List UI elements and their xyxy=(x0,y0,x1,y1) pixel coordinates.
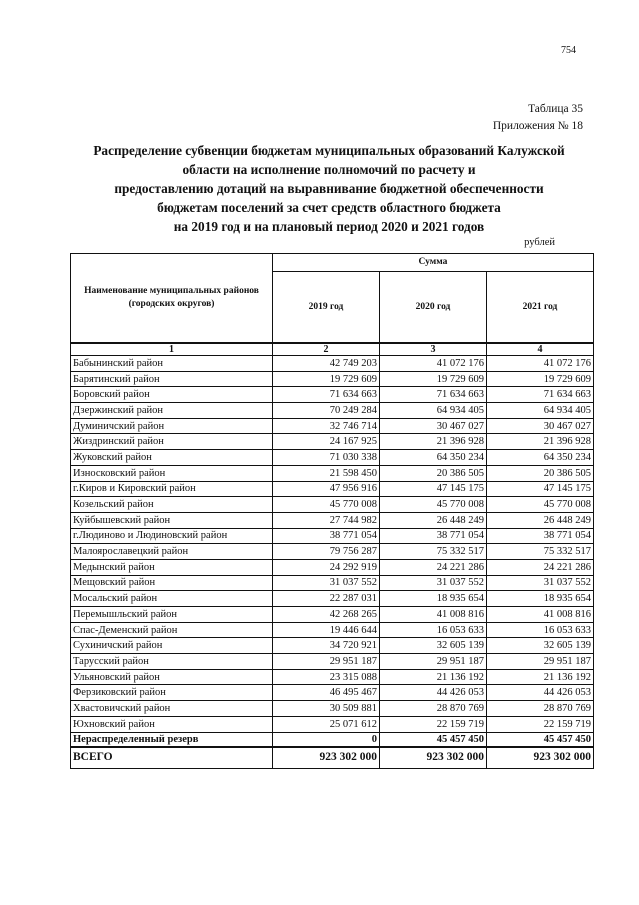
value-2021: 64 934 405 xyxy=(487,403,594,419)
table-row xyxy=(71,685,594,701)
title-line: области на исполнение полномочий по расчету и xyxy=(182,162,476,177)
value-2019: 22 287 031 xyxy=(273,591,380,607)
value-2020: 26 448 249 xyxy=(380,512,487,528)
reserve-2020: 45 457 450 xyxy=(380,732,487,747)
value-2019: 71 634 663 xyxy=(273,387,380,403)
value-2020: 31 037 552 xyxy=(380,575,487,591)
value-2019: 79 756 287 xyxy=(273,544,380,560)
column-index: 4 xyxy=(487,343,594,356)
table-row xyxy=(71,544,594,560)
reserve-2019: 0 xyxy=(273,732,380,747)
value-2019: 25 071 612 xyxy=(273,716,380,732)
value-2019: 70 249 284 xyxy=(273,403,380,419)
value-2020: 21 396 928 xyxy=(380,434,487,450)
total-row xyxy=(71,747,594,769)
value-2021: 21 136 192 xyxy=(487,669,594,685)
value-2020: 64 934 405 xyxy=(380,403,487,419)
header-sum: Сумма xyxy=(273,254,594,272)
value-2020: 21 136 192 xyxy=(380,669,487,685)
value-2019: 71 030 338 xyxy=(273,450,380,466)
value-2020: 41 072 176 xyxy=(380,356,487,372)
table-row xyxy=(71,481,594,497)
value-2020: 41 008 816 xyxy=(380,607,487,623)
value-2021: 47 145 175 xyxy=(487,481,594,497)
value-2021: 64 350 234 xyxy=(487,450,594,466)
table-row xyxy=(71,387,594,403)
total-2021: 923 302 000 xyxy=(487,747,594,769)
district-name: Жуковский район xyxy=(71,450,273,466)
value-2020: 71 634 663 xyxy=(380,387,487,403)
table-row xyxy=(71,403,594,419)
value-2020: 47 145 175 xyxy=(380,481,487,497)
total-2019: 923 302 000 xyxy=(273,747,380,769)
district-name: Малоярославецкий район xyxy=(71,544,273,560)
value-2021: 31 037 552 xyxy=(487,575,594,591)
value-2021: 41 008 816 xyxy=(487,607,594,623)
value-2020: 20 386 505 xyxy=(380,465,487,481)
value-2021: 71 634 663 xyxy=(487,387,594,403)
value-2021: 29 951 187 xyxy=(487,654,594,670)
table-row xyxy=(71,371,594,387)
value-2021: 18 935 654 xyxy=(487,591,594,607)
value-2020: 19 729 609 xyxy=(380,371,487,387)
header-name: Наименование муниципальных районов (городских округов) xyxy=(71,254,273,344)
district-name: г.Людиново и Людиновский район xyxy=(71,528,273,544)
table-label: Таблица 35 xyxy=(528,103,583,115)
value-2019: 32 746 714 xyxy=(273,418,380,434)
district-name: Дзержинский район xyxy=(71,403,273,419)
district-name: Тарусский район xyxy=(71,654,273,670)
value-2019: 23 315 088 xyxy=(273,669,380,685)
value-2021: 28 870 769 xyxy=(487,701,594,717)
value-2020: 45 770 008 xyxy=(380,497,487,513)
district-name: Барятинский район xyxy=(71,371,273,387)
value-2021: 26 448 249 xyxy=(487,512,594,528)
value-2019: 27 744 982 xyxy=(273,512,380,528)
table-row xyxy=(71,622,594,638)
value-2021: 16 053 633 xyxy=(487,622,594,638)
page-number: 754 xyxy=(561,45,576,56)
district-name: Куйбышевский район xyxy=(71,512,273,528)
value-2020: 16 053 633 xyxy=(380,622,487,638)
value-2021: 30 467 027 xyxy=(487,418,594,434)
reserve-row xyxy=(71,732,594,747)
value-2020: 38 771 054 xyxy=(380,528,487,544)
title-line: на 2019 год и на плановый период 2020 и 2021 годов xyxy=(173,219,485,234)
value-2021: 44 426 053 xyxy=(487,685,594,701)
value-2021: 38 771 054 xyxy=(487,528,594,544)
table-row xyxy=(71,669,594,685)
district-name: Спас-Деменский район xyxy=(71,622,273,638)
district-name: Козельский район xyxy=(71,497,273,513)
value-2020: 32 605 139 xyxy=(380,638,487,654)
total-2020: 923 302 000 xyxy=(380,747,487,769)
district-name: Медынский район xyxy=(71,559,273,575)
district-name: Хвастовичский район xyxy=(71,701,273,717)
value-2021: 20 386 505 xyxy=(487,465,594,481)
table-row xyxy=(71,607,594,623)
subvention-table xyxy=(70,253,594,769)
value-2020: 18 935 654 xyxy=(380,591,487,607)
value-2020: 28 870 769 xyxy=(380,701,487,717)
column-index: 1 xyxy=(71,343,273,356)
table-row xyxy=(71,434,594,450)
value-2020: 64 350 234 xyxy=(380,450,487,466)
value-2019: 21 598 450 xyxy=(273,465,380,481)
district-name: Юхновский район xyxy=(71,716,273,732)
table-row xyxy=(71,497,594,513)
table-row xyxy=(71,716,594,732)
title-line: предоставлению дотаций на выравнивание бюджетной обеспеченности xyxy=(114,181,544,196)
reserve-2021: 45 457 450 xyxy=(487,732,594,747)
table-row xyxy=(71,450,594,466)
header-row xyxy=(71,254,594,272)
district-name: Думиничский район xyxy=(71,418,273,434)
reserve-name: Нераспределенный резерв xyxy=(71,732,273,747)
column-index: 2 xyxy=(273,343,380,356)
district-name: Мещовский район xyxy=(71,575,273,591)
value-2021: 41 072 176 xyxy=(487,356,594,372)
table-row xyxy=(71,512,594,528)
value-2019: 19 729 609 xyxy=(273,371,380,387)
units-label: рублей xyxy=(524,237,555,248)
district-name: Перемышльский район xyxy=(71,607,273,623)
value-2020: 24 221 286 xyxy=(380,559,487,575)
value-2019: 34 720 921 xyxy=(273,638,380,654)
value-2021: 45 770 008 xyxy=(487,497,594,513)
district-name: Износковский район xyxy=(71,465,273,481)
table-row xyxy=(71,528,594,544)
value-2021: 19 729 609 xyxy=(487,371,594,387)
table-row xyxy=(71,356,594,372)
value-2019: 38 771 054 xyxy=(273,528,380,544)
district-name: Жиздринский район xyxy=(71,434,273,450)
value-2019: 42 268 265 xyxy=(273,607,380,623)
table-row xyxy=(71,591,594,607)
district-name: Сухиничский район xyxy=(71,638,273,654)
value-2019: 47 956 916 xyxy=(273,481,380,497)
table-row xyxy=(71,465,594,481)
header-year-2021: 2021 год xyxy=(487,272,594,343)
district-name: Бабынинский район xyxy=(71,356,273,372)
value-2019: 19 446 644 xyxy=(273,622,380,638)
value-2021: 22 159 719 xyxy=(487,716,594,732)
total-name: ВСЕГО xyxy=(71,747,273,769)
document-title xyxy=(60,141,598,236)
value-2020: 29 951 187 xyxy=(380,654,487,670)
value-2019: 46 495 467 xyxy=(273,685,380,701)
value-2020: 30 467 027 xyxy=(380,418,487,434)
header-year-2019: 2019 год xyxy=(273,272,380,343)
value-2019: 29 951 187 xyxy=(273,654,380,670)
value-2019: 24 167 925 xyxy=(273,434,380,450)
header-year-2020: 2020 год xyxy=(380,272,487,343)
table-row xyxy=(71,638,594,654)
value-2021: 24 221 286 xyxy=(487,559,594,575)
value-2021: 32 605 139 xyxy=(487,638,594,654)
value-2021: 75 332 517 xyxy=(487,544,594,560)
table-row xyxy=(71,575,594,591)
district-name: Ульяновский район xyxy=(71,669,273,685)
appendix-label: Приложения № 18 xyxy=(492,120,583,132)
district-name: Ферзиковский район xyxy=(71,685,273,701)
value-2019: 45 770 008 xyxy=(273,497,380,513)
district-name: г.Киров и Кировский район xyxy=(71,481,273,497)
table-body xyxy=(71,356,594,733)
value-2019: 31 037 552 xyxy=(273,575,380,591)
district-name: Боровский район xyxy=(71,387,273,403)
title-line: бюджетам поселений за счет средств областного бюджета xyxy=(157,200,501,215)
title-line: Распределение субвенции бюджетам муниципальных образований Калужской xyxy=(93,143,565,158)
column-index-row xyxy=(71,343,594,356)
value-2020: 22 159 719 xyxy=(380,716,487,732)
table-row xyxy=(71,559,594,575)
district-name: Мосальский район xyxy=(71,591,273,607)
column-index: 3 xyxy=(380,343,487,356)
value-2021: 21 396 928 xyxy=(487,434,594,450)
value-2019: 24 292 919 xyxy=(273,559,380,575)
table-row xyxy=(71,418,594,434)
value-2019: 30 509 881 xyxy=(273,701,380,717)
value-2019: 42 749 203 xyxy=(273,356,380,372)
table-row xyxy=(71,701,594,717)
value-2020: 44 426 053 xyxy=(380,685,487,701)
value-2020: 75 332 517 xyxy=(380,544,487,560)
table-row xyxy=(71,654,594,670)
